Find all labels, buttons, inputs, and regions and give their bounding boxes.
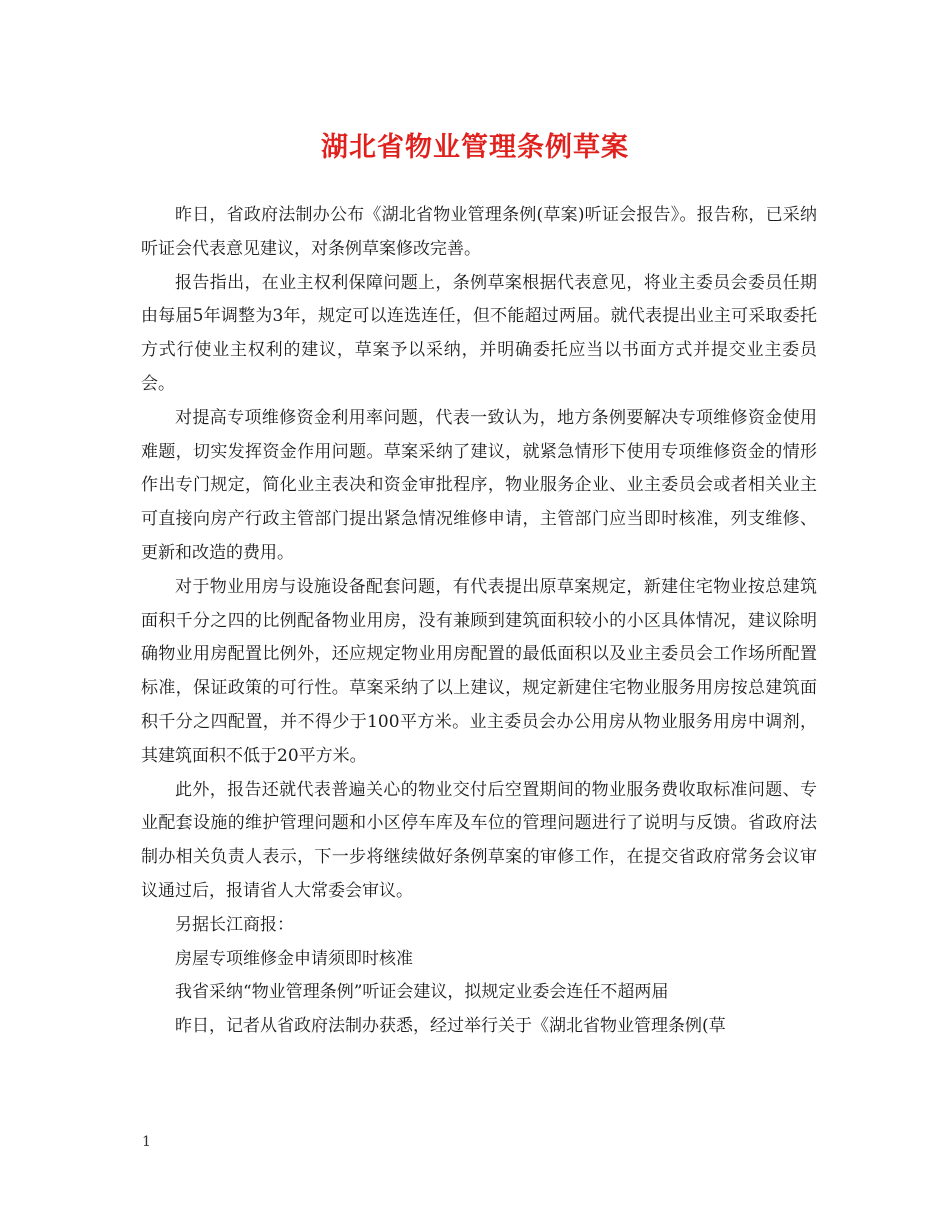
paragraph-5: 此外，报告还就代表普遍关心的物业交付后空置期间的物业服务费收取标准问题、专业配套设施的维护管理问题和小区停车库及车位的管理问题进行了说明与反馈。省政府法制办相关负责人表示，下一步将继续做好条例草案的审修工作，在提交省政府常务会议审议通过后，报请省人大常委会审议。 — [141, 779, 817, 901]
paragraph-9: 昨日，记者从省政府法制办获悉，经过举行关于《湖北省物业管理条例(草 — [175, 1016, 726, 1037]
paragraph-8: 我省采纳“物业管理条例”听证会建议，拟规定业委会连任不超两届 — [175, 982, 669, 1003]
paragraph-1: 昨日，省政府法制办公布《湖北省物业管理条例(草案)听证会报告》。报告称，已采纳听证会代表意见建议，对条例草案修改完善。 — [141, 205, 817, 259]
document-body — [141, 199, 817, 1044]
document-title: 湖北省物业管理条例草案 — [321, 132, 629, 163]
paragraph-4: 对于物业用房与设施设备配套问题，有代表提出原草案规定，新建住宅物业按总建筑面积千分之四的比例配备物业用房，没有兼顾到建筑面积较小的小区具体情况，建议除明确物业用房配置比例外，还应规定物业用房配置的最低面积以及业主委员会工作场所配置标准，保证政策的可行性。草案采纳了以上建议，规定新建住宅物业服务用房按总建筑面积千分之四配置，并不得少于100平方米。业主委员会办公用房从物业服务用房中调剂，其建筑面积不低于20平方米。 — [141, 576, 817, 766]
page-number: 1 — [142, 1134, 151, 1150]
paragraph-7: 房屋专项维修金申请须即时核准 — [175, 948, 413, 969]
paragraph-3: 对提高专项维修资金利用率问题，代表一致认为，地方条例要解决专项维修资金使用难题，切实发挥资金作用问题。草案采纳了建议，就紧急情形下使用专项维修资金的情形作出专门规定，简化业主表决和资金审批程序，物业服务企业、业主委员会或者相关业主可直接向房产行政主管部门提出紧急情况维修申请，主管部门应当即时核准，列支维修、更新和改造的费用。 — [141, 407, 817, 563]
paragraph-6: 另据长江商报： — [175, 914, 294, 935]
paragraph-2: 报告指出，在业主权利保障问题上，条例草案根据代表意见，将业主委员会委员任期由每届5年调整为3年，规定可以连选连任，但不能超过两届。就代表提出业主可采取委托方式行使业主权利的建议，草案予以采纳，并明确委托应当以书面方式并提交业主委员会。 — [141, 272, 817, 394]
